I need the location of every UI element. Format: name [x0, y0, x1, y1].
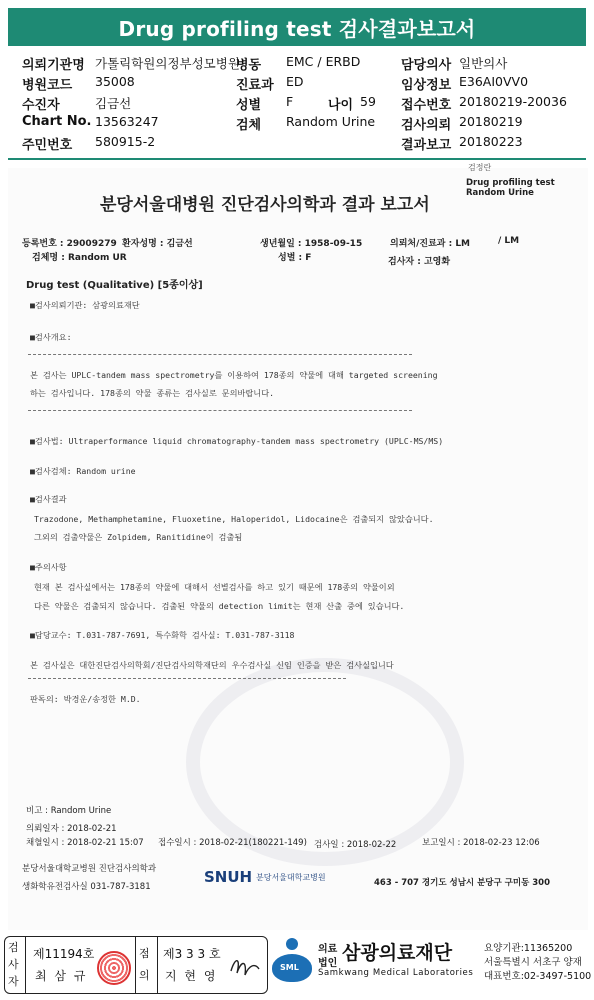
- physician-label: 점의: [139, 947, 150, 982]
- physician-license: 제3 3 3 호: [163, 947, 221, 961]
- sml-prefix-2: 법인: [318, 958, 338, 969]
- section-specimen: ■검사검체: Random urine: [30, 466, 136, 476]
- result-line-2: 그외의 검출약물은 Zolpidem, Ranitidine이 검출됨: [34, 532, 243, 542]
- sml-name: 삼광의료재단: [342, 942, 453, 964]
- value-doctor: 일반의사: [459, 56, 508, 71]
- receipt-time: 접수일시 : 2018-02-21(180221-149): [158, 838, 307, 848]
- value-patient: 김금선: [95, 96, 132, 111]
- report-title-bar: [8, 8, 586, 46]
- reading-physician: 판독의: 박경운/송정한 M.D.: [30, 694, 141, 704]
- box-divider: [135, 937, 136, 993]
- overview-line-1: 본 검사는 UPLC-tandem mass spectrometry를 이용하여 178종의 약물에 대해 targeted screening: [30, 370, 438, 380]
- referring-dept-2: / LM: [498, 236, 520, 246]
- referring-dept: 의뢰처/진료과 : LM: [390, 239, 471, 249]
- label-resident-no: 주민번호: [22, 138, 73, 153]
- footer-lab-phone: 생화학유전검사실 031-787-3181: [22, 882, 151, 892]
- value-sex: F: [286, 94, 294, 109]
- value-receipt-no: 20180219-20036: [459, 94, 567, 109]
- section-overview: ■검사개요:: [30, 332, 72, 342]
- patient-sex: 성별 : F: [278, 253, 312, 263]
- examiner: 검사자 : 고영화: [388, 257, 451, 267]
- snuh-watermark: [186, 658, 464, 866]
- dashed-divider: [28, 678, 346, 679]
- sml-logo-icon: [272, 938, 312, 984]
- patient-name: 환자성명 : 김금선: [122, 239, 193, 249]
- sml-prefix-1: 의료: [318, 944, 338, 955]
- snuh-hospital-name: 분당서울대학교병원: [256, 873, 326, 882]
- sml-institution-code: 요양기관:11365200: [484, 943, 573, 954]
- label-clinical-info: 임상정보: [401, 78, 452, 93]
- label-doctor: 담당의사: [401, 58, 452, 73]
- sml-logo-block: [270, 934, 594, 994]
- caution-line-2: 다른 약물은 검출되지 않습니다. 검출된 약물의 detection limit는 현재 산출 중에 있습니다.: [34, 601, 405, 611]
- label-chart-no: Chart No.: [22, 114, 92, 129]
- box-divider: [157, 937, 158, 993]
- report-heading: 분당서울대병원 진단검사의학과 결과 보고서: [100, 195, 430, 215]
- value-report-date: 20180223: [459, 134, 523, 149]
- registration-no: 등록번호 : 29009279: [22, 239, 117, 249]
- corner-specimen: Random Urine: [466, 188, 534, 198]
- label-sex: 성별: [236, 98, 262, 113]
- examiner-name: 최 삼 규: [35, 969, 88, 983]
- specimen-name: 검체명 : Random UR: [32, 253, 127, 263]
- corner-test-name: Drug profiling test: [466, 178, 555, 188]
- label-ward: 병동: [236, 58, 262, 73]
- examiner-signature-box: [4, 936, 268, 994]
- value-institution: 가톨릭학원의정부성모병원: [95, 56, 240, 71]
- label-request-date: 검사의뢰: [401, 118, 452, 133]
- label-receipt-no: 접수번호: [401, 98, 452, 113]
- value-ward: EMC / ERBD: [286, 54, 361, 69]
- label-patient: 수진자: [22, 98, 60, 113]
- value-specimen: Random Urine: [286, 114, 376, 129]
- value-request-date: 20180219: [459, 114, 523, 129]
- value-clinical-info: E36AI0VV0: [459, 74, 529, 89]
- patient-info-header: [0, 50, 594, 156]
- report-title: Drug profiling test 검사결과보고서: [118, 16, 476, 41]
- examiner-seal: [97, 951, 131, 985]
- sml-phone: 대표번호:02-3497-5100: [484, 971, 592, 982]
- label-institution: 의뢰기관명: [22, 58, 85, 73]
- value-resident-no: 580915-2: [95, 134, 156, 149]
- dashed-divider: [28, 354, 412, 355]
- section-caution: ■주의사항: [30, 562, 67, 572]
- corner-stamp-text: 검정란: [468, 163, 492, 172]
- label-hospital-code: 병원코드: [22, 78, 73, 93]
- result-line-1: Trazodone, Methamphetamine, Fluoxetine, Haloperidol, Lidocaine은 검출되지 않았습니다.: [34, 514, 434, 524]
- header-divider: [8, 158, 586, 160]
- caution-line-1: 현재 본 검사실에서는 178종의 약물에 대해서 선별검사를 하고 있기 때문에 178종의 약물이외: [34, 582, 395, 592]
- examiner-license: 제11194호: [33, 947, 95, 961]
- box-divider: [25, 937, 26, 993]
- remark: 비고 : Random Urine: [26, 806, 112, 816]
- test-name: Drug test (Qualitative) [5종이상]: [26, 280, 203, 291]
- examiner-label: 검사자: [8, 941, 19, 988]
- label-specimen: 검체: [236, 118, 262, 133]
- value-hospital-code: 35008: [95, 74, 135, 89]
- label-age: 나이: [328, 98, 354, 113]
- hospital-address: 463 - 707 경기도 성남시 분당구 구미동 300: [374, 878, 551, 888]
- sml-badge: SML: [280, 963, 299, 972]
- section-institution: ■검사의뢰기관: 삼광의료재단: [30, 300, 140, 310]
- birth-date: 생년월일 : 1958-09-15: [260, 239, 363, 249]
- sml-english-name: Samkwang Medical Laboratories: [318, 968, 474, 978]
- sml-address: 서울특별시 서초구 양재: [484, 957, 582, 968]
- accreditation-note: 본 검사실은 대한진단검사의학회/진단검사의학재단의 우수검사실 신임 인증을 받은 검사실입니다: [30, 660, 394, 670]
- report-time: 보고일시 : 2018-02-23 12:06: [422, 838, 540, 848]
- label-department: 진료과: [236, 78, 274, 93]
- label-report-date: 결과보고: [401, 138, 452, 153]
- scanned-report: [8, 163, 588, 930]
- signature-icon: [227, 951, 263, 981]
- value-department: ED: [286, 74, 304, 89]
- section-result: ■검사결과: [30, 494, 67, 504]
- collection-time: 채혈일시 : 2018-02-21 15:07: [26, 838, 144, 848]
- request-date: 의뢰일자 : 2018-02-21: [26, 824, 117, 834]
- physician-name: 지 현 영: [165, 969, 218, 983]
- overview-line-2: 하는 검사입니다. 178종의 약물 종류는 검사실로 문의바랍니다.: [30, 388, 275, 398]
- test-date: 검사일 : 2018-02-22: [314, 840, 397, 850]
- section-contact: ■담당교수: T.031-787-7691, 특수화학 검사실: T.031-787-3118: [30, 630, 295, 640]
- value-chart-no: 13563247: [95, 114, 159, 129]
- footer-organization: 분당서울대학교병원 진단검사의학과: [22, 864, 157, 874]
- snuh-logo: SNUH: [204, 868, 253, 886]
- section-method: ■검사법: Ultraperformance liquid chromatography-tandem mass spectrometry (UPLC-MS/MS): [30, 436, 444, 446]
- dashed-divider: [28, 410, 412, 411]
- value-age: 59: [360, 94, 376, 109]
